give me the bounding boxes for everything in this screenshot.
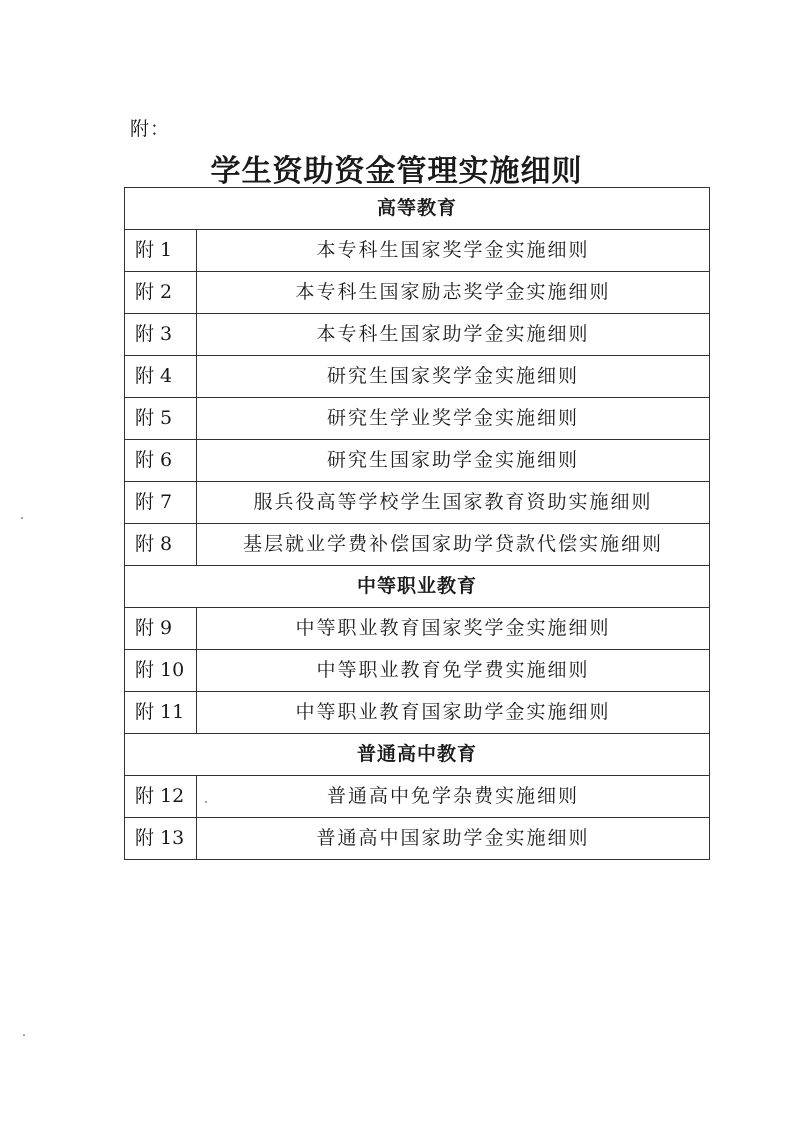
annex-title: 本专科生国家励志奖学金实施细则 [197, 272, 710, 314]
table-row [125, 440, 710, 482]
annex-title: 中等职业教育国家奖学金实施细则 [197, 608, 710, 650]
annex-number: 附 3 [125, 314, 197, 356]
attachment-label: 附： [130, 118, 171, 140]
document-title: 学生资助资金管理实施细则 [210, 154, 583, 189]
annex-title: 研究生学业奖学金实施细则 [197, 398, 710, 440]
annex-number: 附 13 [125, 818, 197, 860]
table-row [125, 482, 710, 524]
annex-title: 研究生国家奖学金实施细则 [197, 356, 710, 398]
table-row [125, 524, 710, 566]
annex-table-body [125, 188, 710, 860]
annex-number: 附 4 [125, 356, 197, 398]
annex-number: 附 10 [125, 650, 197, 692]
section-heading-row [125, 188, 710, 230]
table-row [125, 230, 710, 272]
annex-number: 附 11 [125, 692, 197, 734]
scan-speck [205, 801, 207, 803]
annex-number: 附 2 [125, 272, 197, 314]
annex-title: 中等职业教育国家助学金实施细则 [197, 692, 710, 734]
table-row [125, 608, 710, 650]
section-heading-row [125, 734, 710, 776]
annex-number: 附 8 [125, 524, 197, 566]
table-row [125, 314, 710, 356]
annex-number: 附 6 [125, 440, 197, 482]
table-row [125, 692, 710, 734]
table-row [125, 356, 710, 398]
table-row [125, 398, 710, 440]
annex-title: 普通高中国家助学金实施细则 [197, 818, 710, 860]
scan-speck [21, 517, 23, 519]
section-heading: 高等教育 [125, 188, 710, 230]
annex-title: 本专科生国家助学金实施细则 [197, 314, 710, 356]
annex-title: 研究生国家助学金实施细则 [197, 440, 710, 482]
section-heading: 普通高中教育 [125, 734, 710, 776]
annex-title: 基层就业学费补偿国家助学贷款代偿实施细则 [197, 524, 710, 566]
annex-number: 附 5 [125, 398, 197, 440]
table-row [125, 776, 710, 818]
annex-number: 附 1 [125, 230, 197, 272]
annex-title: 服兵役高等学校学生国家教育资助实施细则 [197, 482, 710, 524]
table-row [125, 650, 710, 692]
annex-number: 附 12 [125, 776, 197, 818]
annex-number: 附 7 [125, 482, 197, 524]
annex-title: 本专科生国家奖学金实施细则 [197, 230, 710, 272]
scan-speck [23, 1034, 25, 1036]
section-heading-row [125, 566, 710, 608]
annex-title: 普通高中免学杂费实施细则 [197, 776, 710, 818]
annex-number: 附 9 [125, 608, 197, 650]
table-row [125, 818, 710, 860]
annex-table [124, 187, 710, 860]
section-heading: 中等职业教育 [125, 566, 710, 608]
annex-title: 中等职业教育免学费实施细则 [197, 650, 710, 692]
table-row [125, 272, 710, 314]
